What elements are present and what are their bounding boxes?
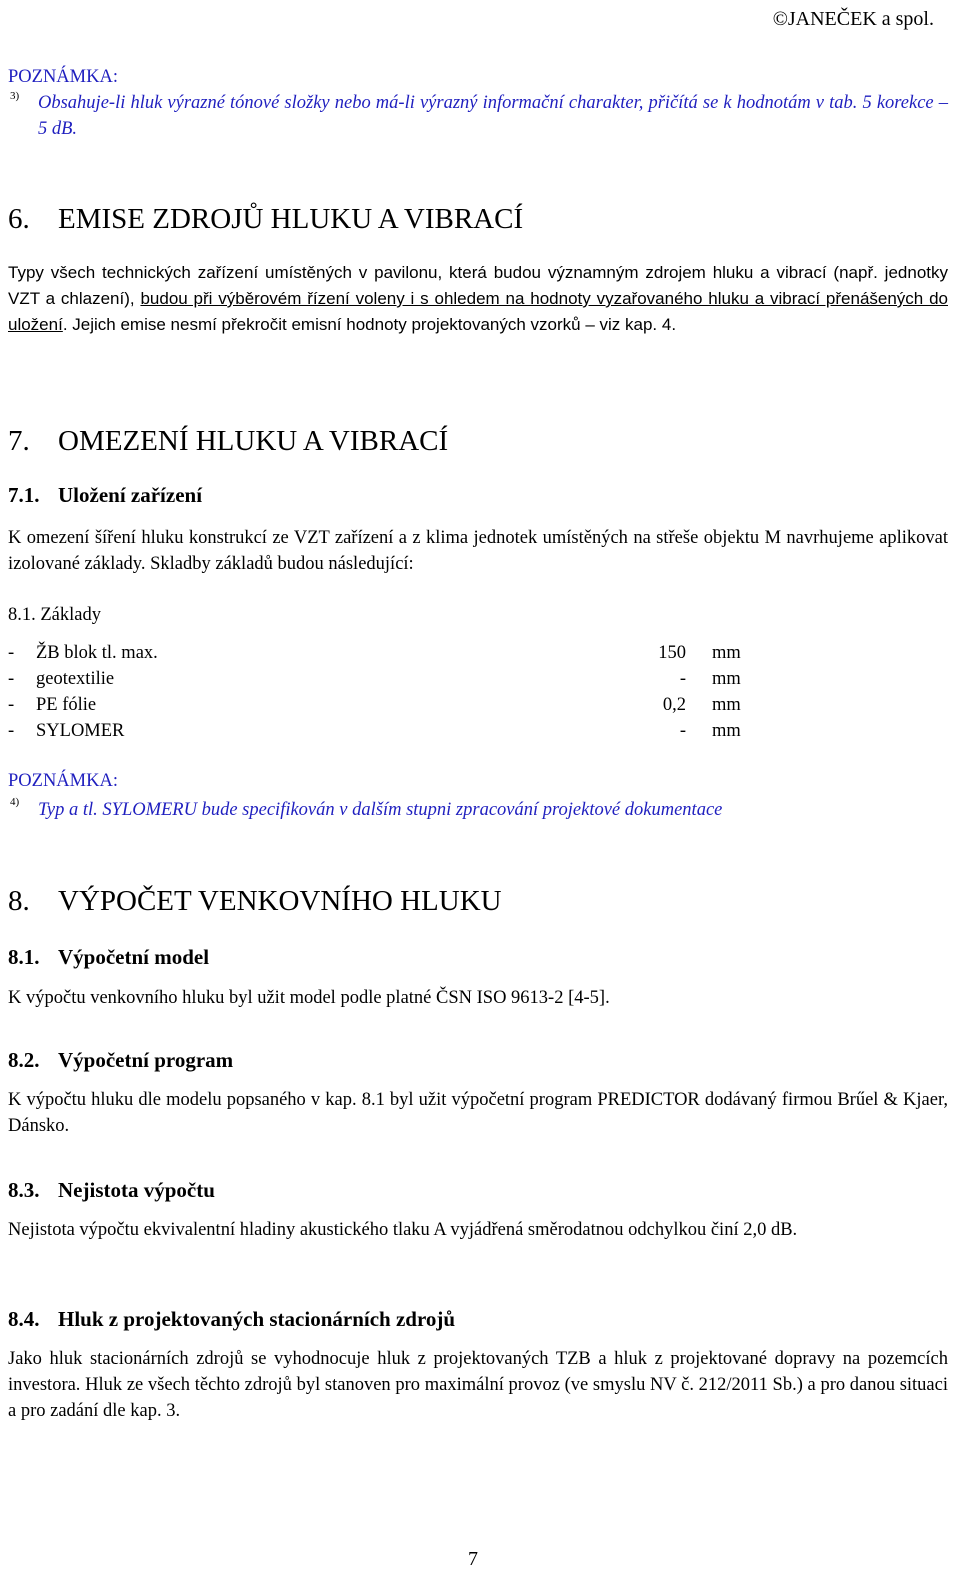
section-title: VÝPOČET VENKOVNÍHO HLUKU	[58, 885, 502, 917]
underlined-text: budou při výběrovém řízení voleny i s ohledem na hodnoty vyzařovaného hluku a vibrací přenášených do uložení	[8, 289, 948, 334]
section-paragraph	[8, 260, 948, 338]
section-paragraph: Nejistota výpočtu ekvivalentní hladiny akustického tlaku A vyjádřená směrodatnou odchylkou činí 2,0 dB.	[8, 1220, 798, 1240]
section-paragraph: Jako hluk stacionárních zdrojů se vyhodnocuje hluk z projektovaných TZB a hluk z projektované dopravy na pozemcích investora. Hluk ze všech těchto zdrojů byl stanoven pro maximální provoz (ve smyslu NV č. 212/2011 Sb.) a pro danou situaci a pro zadání dle kap. 3.	[8, 1349, 948, 1421]
section-number: 6.	[8, 203, 30, 235]
section-title: OMEZENÍ HLUKU A VIBRACÍ	[58, 425, 449, 457]
page-number: 7	[468, 1548, 478, 1570]
paragraph-text: Typy všech technických zařízení umístěných v pavilonu, která budou významným zdrojem hluku a vibrací (např. jednotky VZT a chlazení),	[8, 263, 948, 308]
note-text: Typ a tl. SYLOMERU bude specifikován v dalším stupni zpracování projektové dokumentace	[38, 800, 723, 820]
layer-dash: -	[8, 695, 15, 715]
layer-unit: mm	[712, 643, 741, 663]
subsection-title: Výpočetní program	[58, 1048, 234, 1072]
subsection-number: 7.1.	[8, 483, 40, 507]
layer-name: geotextilie	[36, 669, 115, 689]
note-label: POZNÁMKA:	[8, 67, 118, 87]
subsection-number: 8.1.	[8, 945, 40, 969]
subsection-number: 8.2.	[8, 1048, 40, 1072]
note-label: POZNÁMKA:	[8, 771, 118, 791]
note-superscript: 3)	[10, 90, 20, 102]
subsection-title: Hluk z projektovaných stacionárních zdrojů	[58, 1307, 456, 1331]
layer-name: PE fólie	[36, 695, 97, 715]
layer-row	[8, 692, 768, 718]
layer-row	[8, 640, 768, 666]
layer-dash: -	[8, 669, 15, 689]
layer-row	[8, 666, 768, 692]
section-paragraph: K omezení šíření hluku konstrukcí ze VZT zařízení a z klima jednotek umístěných na střeše objektu M navrhujeme aplikovat izolované základy. Skladby základů budou následující:	[8, 528, 948, 574]
section-number: 8.	[8, 885, 30, 917]
section-heading	[8, 884, 502, 918]
section-paragraph: K výpočtu hluku dle modelu popsaného v kap. 8.1 byl užit výpočetní program PREDICTOR dodávaný firmou Brűel & Kjaer, Dánsko.	[8, 1090, 948, 1136]
layer-unit: mm	[712, 695, 741, 715]
paragraph-text: . Jejich emise nesmí překročit emisní hodnoty projektovaných vzorků – viz kap. 4.	[62, 315, 677, 334]
section-title: EMISE ZDROJŮ HLUKU A VIBRACÍ	[58, 203, 524, 235]
section-heading	[8, 424, 448, 458]
foundations-title: 8.1. Základy	[8, 605, 101, 625]
subsection-title: Výpočetní model	[58, 945, 210, 969]
layer-value: 0,2	[662, 695, 686, 715]
layer-value: -	[679, 721, 686, 741]
subsection-heading	[8, 1047, 233, 1073]
section-heading	[8, 202, 523, 236]
subsection-heading	[8, 944, 209, 970]
note-superscript: 4)	[10, 796, 20, 808]
layer-name: SYLOMER	[36, 721, 125, 741]
copyright-header: ©JANEČEK a spol.	[772, 8, 934, 30]
subsection-heading	[8, 482, 202, 508]
layer-row	[8, 718, 768, 744]
subsection-number: 8.4.	[8, 1307, 40, 1331]
note-text: Obsahuje-li hluk výrazné tónové složky nebo má-li výrazný informační charakter, přičítá se k hodnotám v tab. 5 korekce – 5 dB.	[38, 93, 948, 139]
subsection-heading	[8, 1306, 455, 1332]
layer-unit: mm	[712, 721, 741, 741]
layer-name: ŽB blok tl. max.	[36, 643, 158, 663]
layer-value: -	[679, 669, 686, 689]
layer-dash: -	[8, 721, 15, 741]
subsection-title: Nejistota výpočtu	[58, 1178, 215, 1202]
subsection-heading	[8, 1177, 215, 1203]
layer-unit: mm	[712, 669, 741, 689]
layer-value: 150	[658, 643, 686, 663]
subsection-number: 8.3.	[8, 1178, 40, 1202]
section-paragraph: K výpočtu venkovního hluku byl užit model podle platné ČSN ISO 9613-2 [4-5].	[8, 988, 610, 1008]
section-number: 7.	[8, 425, 30, 457]
subsection-title: Uložení zařízení	[58, 483, 203, 507]
layer-dash: -	[8, 643, 15, 663]
